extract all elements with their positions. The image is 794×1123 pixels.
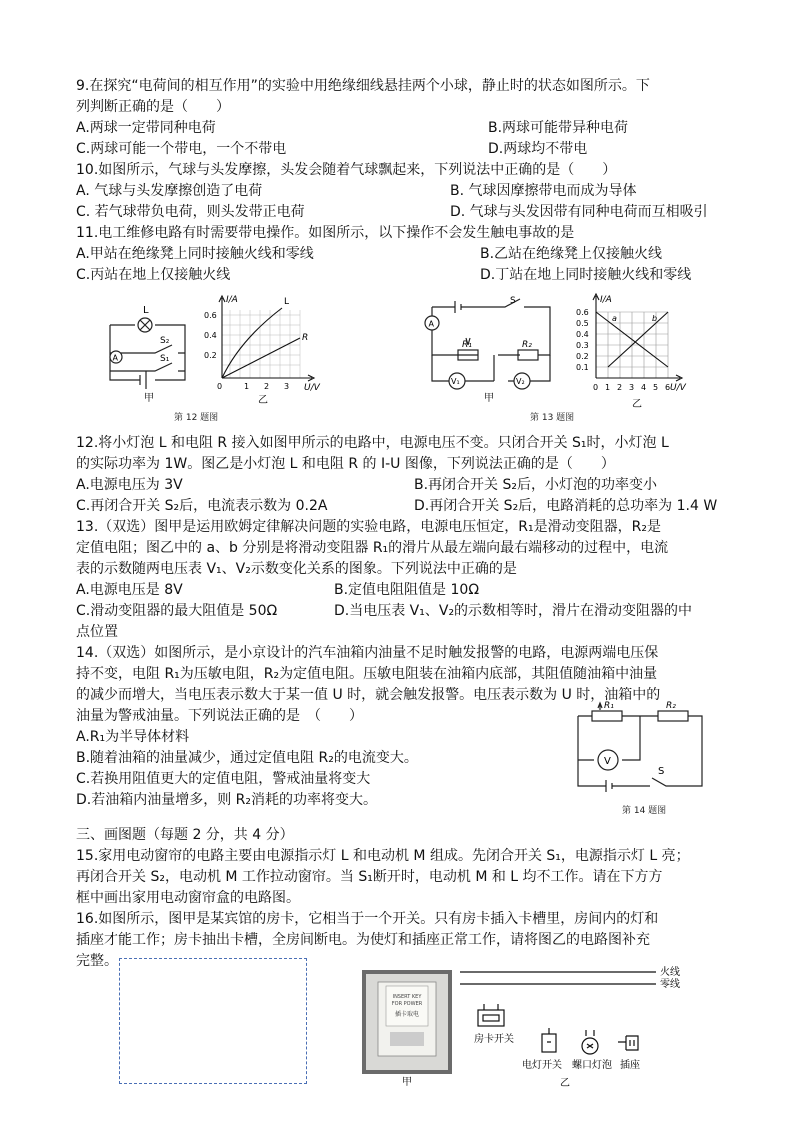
fig12-curve-l-label: L — [284, 297, 290, 307]
fig12-jia-label: 甲 — [144, 393, 154, 404]
fig12-ytick-1: 0.4 — [204, 331, 217, 340]
fig12-xtick-2: 2 — [264, 382, 270, 391]
q14-stem-4: 油量为警戒油量。下列说法正确的是 （ ） — [76, 708, 363, 724]
fig16-card-text-3: 插卡取电 — [394, 1011, 420, 1018]
fig12-ammeter-label: A — [112, 353, 118, 363]
q16-line-1: 16.如图所示，图甲是某宾馆的房卡，它相当于一个开关。只有房卡插入卡槽里，房间内的灯和 — [76, 911, 659, 927]
q11-option-b: B.乙站在绝缘凳上仅接触火线 — [480, 246, 663, 262]
q9-option-b: B.两球可能带异种电荷 — [488, 120, 629, 136]
fig13-xtick-6: 6 — [665, 383, 671, 392]
fig13-line-a-label: a — [612, 314, 617, 323]
q14-stem-3: 的减少而增大，当电压表示数大于某一值 U 时，就会触发报警。电压表示数为 U 时，油箱中的 — [76, 687, 661, 703]
q13-option-d-2: 点位置 — [76, 624, 118, 640]
fig12-s1-label: S₁ — [160, 354, 170, 364]
fig13-yi-label: 乙 — [632, 399, 642, 410]
fig16-card-switch-label: 房卡开关 — [474, 1034, 514, 1045]
fig13-r2-label: R₂ — [522, 340, 532, 350]
q12-option-d: D.再闭合开关 S₂后，电路消耗的总功率为 1.4 W — [414, 498, 718, 514]
q13-option-b: B.定值电阻阻值是 10Ω — [334, 582, 480, 598]
fig12-xtick-0: 0 — [217, 382, 223, 391]
fig16-yi-label: 乙 — [560, 1078, 570, 1089]
fig13-ytick-2: 0.4 — [576, 330, 589, 339]
q14-stem-2: 持不变，电阻 R₁为压敏电阻，R₂为定值电阻。压敏电阻装在油箱内底部，其阻值随油箱中油量 — [76, 666, 658, 682]
fig13-xtick-3: 3 — [629, 383, 635, 392]
q14-option-c: C.若换用阻值更大的定值电阻，警戒油量将变大 — [76, 771, 371, 787]
q13-stem-3: 表的示数随两电压表 V₁、V₂示数变化关系的图象。下列说法中正确的是 — [76, 561, 517, 577]
fig13-xtick-2: 2 — [617, 383, 623, 392]
fig12-caption: 第 12 题图 — [174, 413, 219, 423]
fig16-bulb-label: 螺口灯泡 — [572, 1060, 612, 1071]
fig13-xtick-4: 4 — [641, 383, 647, 392]
fig13-jia-label: 甲 — [484, 393, 494, 404]
fig12-lamp-label: L — [143, 305, 149, 316]
q9-stem-2: 列判断正确的是（ ） — [76, 99, 230, 115]
fig13-xtick-0: 0 — [593, 383, 599, 392]
fig14-switch-label: S — [658, 766, 665, 777]
fig14-r2-label: R₂ — [666, 701, 676, 711]
fig14-circuit — [570, 700, 720, 800]
fig13-caption: 第 13 题图 — [530, 413, 575, 423]
q11-option-a: A.甲站在绝缘凳上同时接触火线和零线 — [76, 246, 314, 262]
q14-option-b: B.随着油箱的油量减少，通过定值电阻 R₂的电流变大。 — [76, 750, 418, 766]
q15-line-2: 再闭合开关 S₂，电动机 M 工作拉动窗帘。当 S₁断开时，电动机 M 和 L 均不工作。请在下方方 — [76, 869, 663, 885]
fig13-ytick-5: 0.1 — [576, 363, 589, 372]
fig16-light-switch-label: 电灯开关 — [522, 1060, 562, 1071]
fig12-curve-r-label: R — [302, 333, 309, 343]
fig12-yi-label: 乙 — [258, 395, 268, 406]
fig13-y-axis-label: I/A — [600, 295, 612, 305]
fig13-ytick-4: 0.2 — [576, 352, 589, 361]
fig12-ytick-2: 0.2 — [204, 351, 217, 360]
fig16-socket-label: 插座 — [620, 1060, 640, 1071]
q12-stem-1: 12.将小灯泡 L 和电阻 R 接入如图甲所示的电路中，电源电压不变。只闭合开关 S₁时，小灯泡 L — [76, 435, 669, 451]
fig13-x-axis-label: U/V — [670, 383, 686, 393]
q14-stem-1: 14.（双选）如图所示，是小京设计的汽车油箱内油量不足时触发报警的电路，电源两端电压保 — [76, 645, 659, 661]
q9-option-d: D.两球均不带电 — [488, 141, 588, 157]
fig16-live-wire-label: 火线 — [660, 967, 680, 978]
fig13-v1-label: V₁ — [451, 377, 460, 386]
fig13-circuit — [420, 295, 560, 405]
q10-option-b: B. 气球因摩擦带电而成为导体 — [450, 183, 637, 199]
fig12-y-axis-label: I/A — [226, 295, 238, 305]
q10-option-a: A. 气球与头发摩擦创造了电荷 — [76, 183, 263, 199]
q13-option-d-1: D.当电压表 V₁、V₂的示数相等时，滑片在滑动变阻器的中 — [334, 603, 693, 619]
q12-option-b: B.再闭合开关 S₂后，小灯泡的功率变小 — [414, 477, 658, 493]
fig13-ytick-3: 0.3 — [576, 341, 589, 350]
fig13-r1-label: R₁ — [462, 340, 472, 350]
q13-stem-2: 定值电阻；图乙中的 a、b 分别是将滑动变阻器 R₁的滑片从最左端向最右端移动的过程中，电流 — [76, 540, 669, 556]
q15-line-1: 15.家用电动窗帘的电路主要由电源指示灯 L 和电动机 M 组成。先闭合开关 S₁，电源指示灯 L 亮； — [76, 848, 690, 864]
fig14-voltmeter-label: V — [604, 756, 611, 767]
q12-option-a: A.电源电压为 3V — [76, 477, 183, 493]
q16-line-2: 插座才能工作；房卡抽出卡槽，全房间断电。为使灯和插座正常工作，请将图乙的电路图补充 — [76, 932, 650, 948]
fig12-x-axis-label: U/V — [304, 383, 320, 393]
q10-option-c: C. 若气球带负电荷，则头发带正电荷 — [76, 204, 305, 220]
fig12-ytick-0: 0.6 — [204, 311, 217, 320]
q12-option-c: C.再闭合开关 S₂后，电流表示数为 0.2A — [76, 498, 328, 514]
q13-option-c: C.滑动变阻器的最大阻值是 50Ω — [76, 603, 278, 619]
fig16-card-text-2: FOR POWER — [391, 1001, 423, 1007]
fig13-xtick-5: 5 — [653, 383, 659, 392]
fig12-graph — [200, 290, 330, 408]
fig13-xtick-1: 1 — [605, 383, 611, 392]
q15-line-3: 框中画出家用电动窗帘盒的电路图。 — [76, 890, 300, 906]
q15-answer-box[interactable] — [119, 958, 307, 1084]
q9-option-c: C.两球可能一个带电，一个不带电 — [76, 141, 287, 157]
fig16-card-text-1: INSERT KEY — [392, 994, 422, 1000]
fig16-jia-label: 甲 — [402, 1077, 412, 1088]
q13-option-a: A.电源电压是 8V — [76, 582, 183, 598]
q14-option-d: D.若油箱内油量增多，则 R₂消耗的功率将变大。 — [76, 792, 378, 808]
fig13-v2-label: V₂ — [516, 377, 525, 386]
fig12-circuit — [100, 295, 195, 405]
q10-stem: 10.如图所示，气球与头发摩擦，头发会随着气球飘起来，下列说法中正确的是（ ） — [76, 162, 617, 178]
fig14-r1-label: R₁ — [604, 701, 614, 711]
fig14-caption: 第 14 题图 — [622, 806, 667, 816]
q10-option-d: D. 气球与头发因带有同种电荷而互相吸引 — [450, 204, 708, 220]
q12-stem-2: 的实际功率为 1W。图乙是小灯泡 L 和电阻 R 的 I-U 图像，下列说法正确的是（ ） — [76, 456, 615, 472]
fig16-neutral-wire-label: 零线 — [660, 979, 680, 990]
q11-stem: 11.电工维修电路有时需要带电操作。如图所示，以下操作不会发生触电事故的是 — [76, 225, 575, 241]
fig12-xtick-1: 1 — [244, 382, 250, 391]
fig13-ammeter-label: A — [428, 319, 434, 329]
fig12-xtick-3: 3 — [284, 382, 290, 391]
q16-line-3: 完整。 — [76, 953, 118, 969]
fig16-card-photo — [362, 970, 452, 1088]
fig12-s2-label: S₂ — [160, 336, 170, 346]
fig13-line-b-label: b — [652, 314, 658, 323]
q11-option-d: D.丁站在地上同时接触火线和零线 — [480, 267, 692, 283]
fig13-switch-label: S — [510, 296, 516, 306]
q9-option-a: A.两球一定带同种电荷 — [76, 120, 216, 136]
q13-stem-1: 13.（双选）图甲是运用欧姆定律解决问题的实验电路，电源电压恒定，R₁是滑动变阻器，R₂是 — [76, 519, 661, 535]
q14-option-a: A.R₁为半导体材料 — [76, 729, 190, 745]
section3-title: 三、画图题（每题 2 分，共 4 分） — [76, 827, 294, 843]
q9-stem-1: 9.在探究“电荷间的相互作用”的实验中用绝缘细线悬挂两个小球，静止时的状态如图所示。下 — [76, 78, 650, 94]
fig13-ytick-0: 0.6 — [576, 308, 589, 317]
q11-option-c: C.丙站在地上仅接触火线 — [76, 267, 231, 283]
fig13-graph — [570, 290, 688, 412]
fig13-ytick-1: 0.5 — [576, 319, 589, 328]
fig16-wiring-diagram — [460, 962, 690, 1090]
